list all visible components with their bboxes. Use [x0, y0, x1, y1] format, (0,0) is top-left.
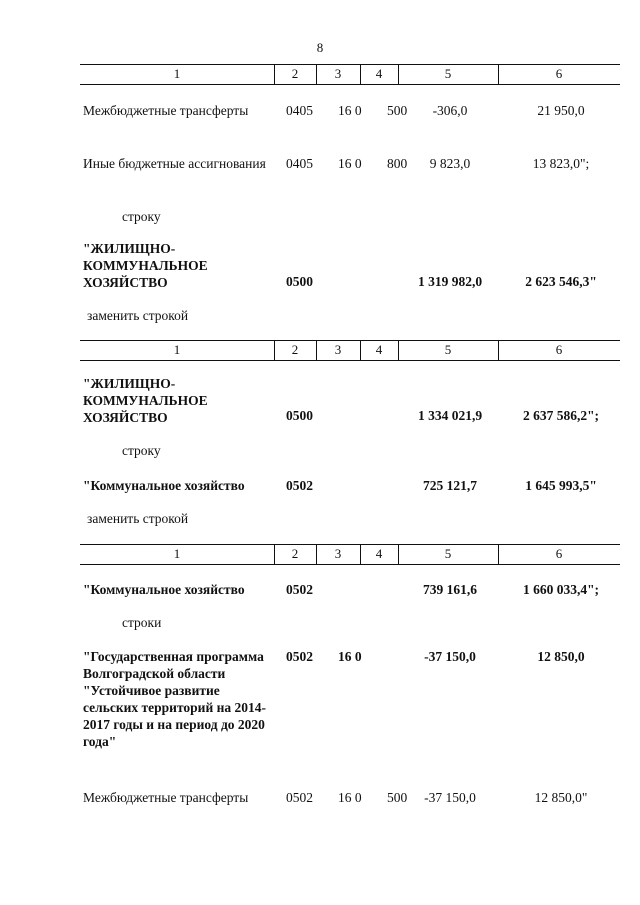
row-code: 0405 — [286, 156, 313, 171]
header-col-1: 1 — [173, 546, 181, 561]
header-col-5: 5 — [444, 546, 452, 561]
row-value-5: 725 121,7 — [423, 478, 477, 493]
header-col-1: 1 — [173, 66, 181, 81]
row-value-5: 1 319 982,0 — [417, 274, 483, 289]
header-col-4: 4 — [375, 546, 383, 561]
row-name: "ЖИЛИЩНО-КОММУНАЛЬНОЕ ХОЗЯЙСТВО — [83, 241, 208, 290]
header-col-3: 3 — [334, 546, 342, 561]
instruction-text: строку — [122, 443, 161, 458]
row-value-6: 12 850,0" — [534, 790, 588, 805]
row-code: 0502 — [286, 582, 313, 597]
row-code: 0502 — [286, 790, 313, 805]
row-name: Межбюджетные трансферты — [83, 790, 249, 805]
row-type: 500 — [387, 103, 408, 118]
header-col-6: 6 — [555, 546, 563, 561]
header-col-1: 1 — [173, 342, 181, 357]
instruction-text: строку — [122, 209, 161, 224]
row-code: 0405 — [286, 103, 313, 118]
row-value-5: -306,0 — [432, 103, 468, 118]
table-header-row — [80, 64, 620, 85]
header-col-5: 5 — [444, 342, 452, 357]
row-code: 0500 — [286, 408, 313, 423]
instruction-text: заменить строкой — [87, 308, 189, 323]
row-value-6: 13 823,0"; — [532, 156, 590, 171]
header-col-6: 6 — [555, 66, 563, 81]
row-value-6: 21 950,0 — [537, 103, 585, 118]
page-number: 8 — [316, 40, 324, 55]
row-subsection: 16 0 — [338, 103, 362, 118]
row-value-6: 1 660 033,4"; — [522, 582, 600, 597]
row-value-6: 12 850,0 — [537, 649, 585, 664]
row-name: Межбюджетные трансферты — [83, 103, 249, 118]
header-col-5: 5 — [444, 66, 452, 81]
row-value-6: 2 623 546,3" — [525, 274, 597, 289]
row-code: 0502 — [286, 649, 313, 664]
instruction-text: заменить строкой — [87, 511, 189, 526]
row-value-5: 9 823,0 — [429, 156, 471, 171]
row-name: Иные бюджетные ассигнования — [83, 156, 266, 171]
row-value-5: 1 334 021,9 — [417, 408, 483, 423]
row-value-6: 2 637 586,2"; — [522, 408, 600, 423]
header-col-3: 3 — [334, 342, 342, 357]
row-subsection: 16 0 — [338, 156, 362, 171]
row-name: "Государственная программа Волгоградской области "Устойчивое развитие сельских территорий на 2014-2017 годы и на период до 2020 года" — [83, 649, 266, 749]
instruction-text: строки — [122, 615, 162, 630]
row-value-5: -37 150,0 — [424, 649, 476, 664]
row-value-5: -37 150,0 — [424, 790, 476, 805]
row-code: 0500 — [286, 274, 313, 289]
header-col-4: 4 — [375, 66, 383, 81]
row-name: "Коммунальное хозяйство — [83, 478, 245, 493]
row-subsection: 16 0 — [338, 790, 362, 805]
row-name: "Коммунальное хозяйство — [83, 582, 245, 597]
row-type: 800 — [387, 156, 408, 171]
row-value-6: 1 645 993,5" — [525, 478, 597, 493]
row-type: 500 — [387, 790, 408, 805]
row-subsection: 16 0 — [338, 649, 362, 664]
row-value-5: 739 161,6 — [423, 582, 477, 597]
table-header-row — [80, 340, 620, 361]
row-code: 0502 — [286, 478, 313, 493]
header-col-4: 4 — [375, 342, 383, 357]
table-header-row — [80, 544, 620, 565]
header-col-2: 2 — [291, 66, 299, 81]
header-col-2: 2 — [291, 342, 299, 357]
row-name: "ЖИЛИЩНО-КОММУНАЛЬНОЕ ХОЗЯЙСТВО — [83, 376, 208, 425]
header-col-6: 6 — [555, 342, 563, 357]
header-col-2: 2 — [291, 546, 299, 561]
header-col-3: 3 — [334, 66, 342, 81]
